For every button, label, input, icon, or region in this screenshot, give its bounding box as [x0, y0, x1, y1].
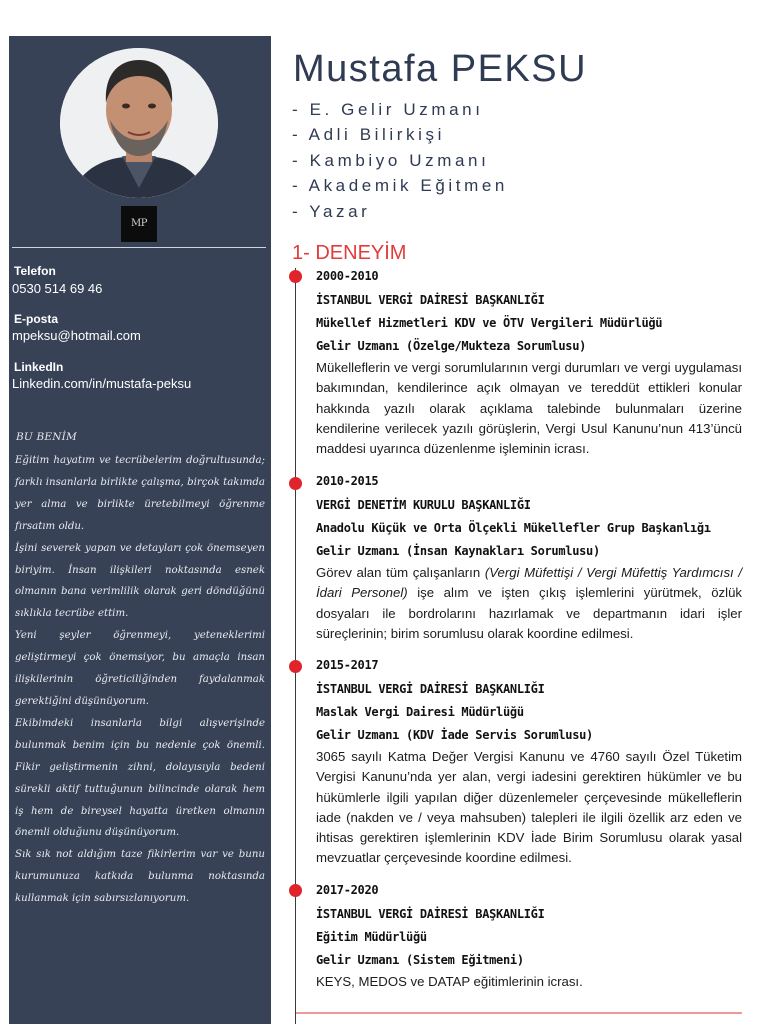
job-description-text: Görev alan tüm çalışanların [316, 565, 485, 580]
job-description-text: işe alım ve işten çıkış işlemlerini yürütmek, özlük dosyaları ile bordrolarını hazırlamak ve departmanın idari işler süreçlerinin; birim sorumlusu olarak koordine edilmesi. [316, 585, 743, 641]
job-description-text: KEYS, MEDOS ve DATAP eğitimlerinin icrası. [316, 974, 583, 989]
job-description [316, 358, 742, 459]
job-description-text: Mükelleflerin ve vergi sorumlularının vergi durumları ve vergi uygulaması bakımından, kendilerince açık olmayan ve tereddüt ettikleri konular hakkında yazılı olarak açıklama talebinde bulunmaları üzerine kendilerine verilecek yazılı görüşlerin, Vergi Usul Kanunu’nun 413’üncü maddesi uyarınca düzenlenme işleminin icrası. [316, 360, 742, 457]
email-label: E-posta [14, 312, 59, 326]
timeline-dot [289, 477, 302, 490]
job-department: Eğitim Müdürlüğü [316, 930, 427, 944]
title-item: - E. Gelir Uzmanı [292, 100, 484, 119]
about-title: BU BENİM [16, 431, 77, 443]
job-years: 2017-2020 [316, 883, 379, 897]
job-years: 2010-2015 [316, 474, 379, 488]
job-description [316, 563, 742, 644]
job-years: 2000-2010 [316, 269, 379, 283]
timeline-dot [289, 660, 302, 673]
job-entry [316, 881, 742, 992]
job-entry [316, 656, 742, 869]
job-role: Gelir Uzmanı (KDV İade Servis Sorumlusu) [316, 728, 593, 742]
linkedin-label: LinkedIn [14, 360, 64, 374]
job-description [316, 972, 742, 992]
timeline-dot [289, 884, 302, 897]
person-name: Mustafa PEKSU [293, 48, 588, 90]
job-description-italic: (Vergi Müfettişi / Vergi Müfettiş Yardımcısı / İdari Personel) [316, 565, 742, 601]
timeline-line [295, 268, 296, 1024]
job-role: Gelir Uzmanı (Özelge/Mukteza Sorumlusu) [316, 339, 587, 353]
sidebar [9, 36, 271, 1024]
job-department: Maslak Vergi Dairesi Müdürlüğü [316, 705, 524, 719]
job-entry [316, 267, 742, 459]
title-item: - Adli Bilirkişi [292, 125, 446, 145]
profile-photo [60, 48, 218, 198]
job-role: Gelir Uzmanı (Sistem Eğitmeni) [316, 953, 524, 967]
about-paragraph: Sık sık not aldığım taze fikirlerim var ve bunu kurumunuza katkıda bulunma noktasında kullanmak için sabırsızlanıyorum. [15, 849, 265, 905]
title-item: - Akademik Eğitmen [292, 176, 508, 196]
job-department: Anadolu Küçük ve Orta Ölçekli Mükellefler Grup Başkanlığı [316, 521, 711, 535]
experience-section-title: 1- DENEYİM [292, 242, 407, 264]
job-department: Mükellef Hizmetleri KDV ve ÖTV Vergileri Müdürlüğü [316, 316, 663, 330]
sidebar-divider [12, 247, 266, 248]
about-text [15, 450, 265, 910]
phone-label: Telefon [14, 264, 56, 278]
timeline-dot [289, 270, 302, 283]
about-paragraph: Ekibimdeki insanlarla bilgi alışverişinde bulunmak benim için bu nedenle çok önemli. Fikir geliştirmenin zihni, dolayısıyla bedeni sürekli aktif tuttuğunun bilincinde olarak hem iş hem de bireysel hayatta üretken olmanın önemli olduğunu düşünüyorum. [15, 717, 265, 839]
monogram-logo: MP [121, 206, 157, 242]
footer-divider [296, 1012, 742, 1014]
title-item: - Yazar [292, 201, 371, 221]
about-paragraph: Yeni şeyler öğrenmeyi, yeteneklerimi geliştirmeyi çok önemsiyor, bu amaçla insan ilişkilerinin öğreticiliğinden faydalanmak gerektiğini düşünüyorum. [15, 630, 265, 707]
job-entry [316, 472, 742, 644]
job-years: 2015-2017 [316, 658, 379, 672]
profile-photo-image [60, 48, 218, 198]
job-organization: İSTANBUL VERGİ DAİRESİ BAŞKANLIĞI [316, 682, 545, 696]
job-description [316, 747, 742, 869]
title-list [292, 97, 508, 224]
title-item: - Kambiyo Uzmanı [292, 150, 490, 170]
about-paragraph: Eğitim hayatım ve tecrübelerim doğrultusunda; farklı insanlarla birlikte çalışma, birçok takımda yer alma ve birlikte üretebilmeyi öğrenme fırsatım oldu. [15, 455, 265, 532]
about-paragraph: İşini severek yapan ve detayları çok önemseyen biriyim. İnsan ilişkileri noktasında esnek olmanın bana verimlilik olarak geri döndüğünü sıklıkla tecrübe ettim. [15, 542, 265, 620]
job-description-text: 3065 sayılı Katma Değer Vergisi Kanunu ve 4760 sayılı Özel Tüketim Vergisi Kanunu’nda yer alan, vergi iadesini gerektiren hükümler ve bu hükümlerle ilgili yapılan diğer düzenlemeler çerçevesinde mükelleflerin iade (nakden ve / veya mahsuben) talepleri ile ilgili özellik arz eden ve ihtisas gerektiren işlemlerinin KDV İade Birim Sorumlusu olarak yasal mevzuatlar çerçevesinde koordine edilmesi. [316, 749, 742, 866]
linkedin-link[interactable]: Linkedin.com/in/mustafa-peksu [12, 376, 192, 391]
job-role: Gelir Uzmanı (İnsan Kaynakları Sorumlusu) [316, 544, 600, 558]
email-link[interactable]: mpeksu@hotmail.com [12, 328, 141, 343]
job-organization: VERGİ DENETİM KURULU BAŞKANLIĞI [316, 498, 531, 512]
job-organization: İSTANBUL VERGİ DAİRESİ BAŞKANLIĞI [316, 907, 545, 921]
phone-value: 0530 514 69 46 [12, 281, 103, 296]
job-organization: İSTANBUL VERGİ DAİRESİ BAŞKANLIĞI [316, 293, 545, 307]
